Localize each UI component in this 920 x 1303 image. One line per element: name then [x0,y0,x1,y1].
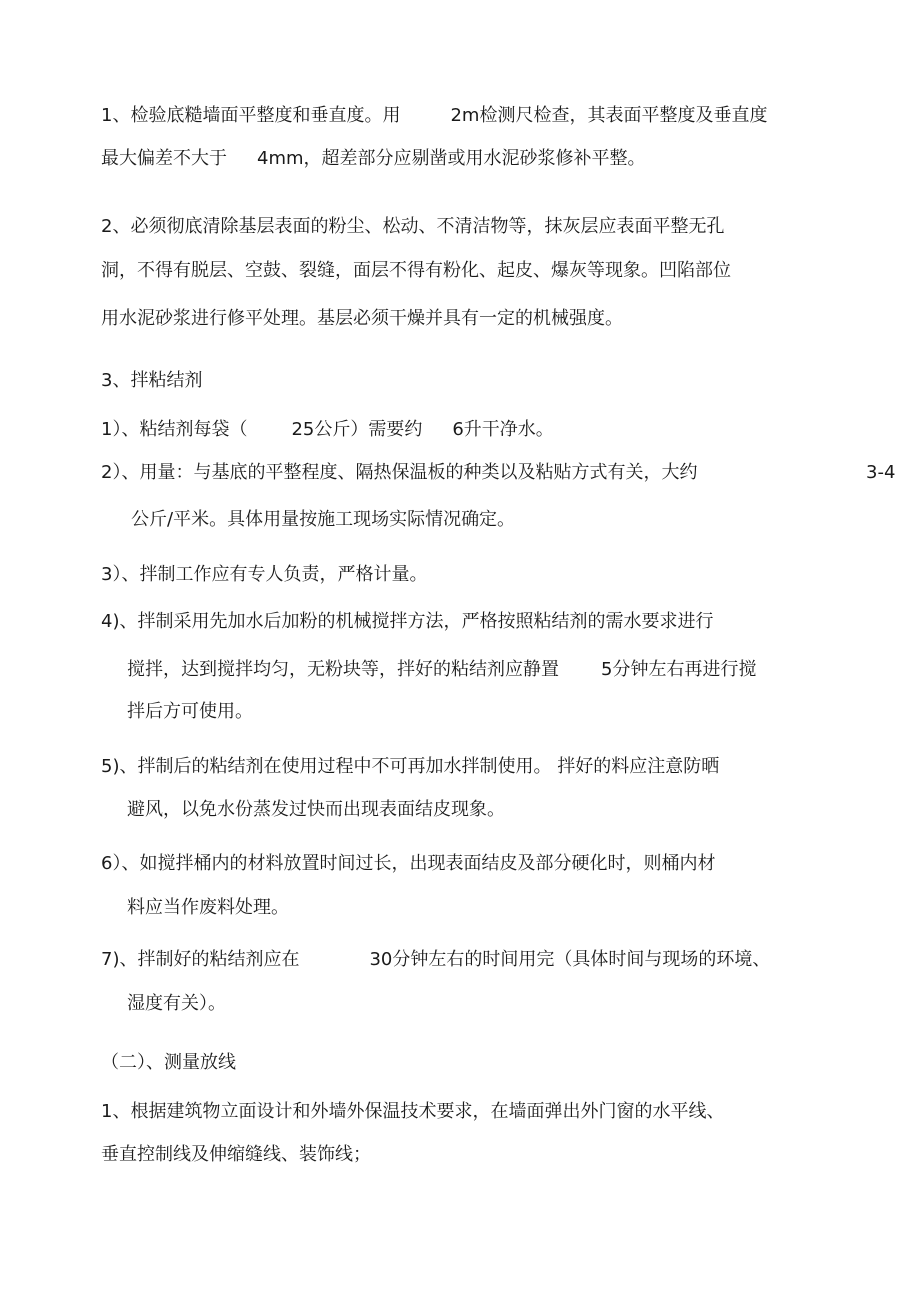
text-line: 1、检验底糙墙面平整度和垂直度。用 2m检测尺检查，其表面平整度及垂直度 [101,105,768,126]
list-item: 5)、拌制后的粘结剂在使用过程中不可再加水拌制使用。 拌好的料应注意防晒 [101,756,720,777]
list-item-continuation: 湿度有关）。 [127,993,226,1014]
text-line: 洞，不得有脱层、空鼓、裂缝，面层不得有粉化、起皮、爆灰等现象。凹陷部位 [101,260,731,281]
list-item-continuation: 拌后方可使用。 [127,701,253,722]
text-line: 垂直控制线及伸缩缝线、装饰线； [101,1144,371,1165]
list-item-continuation: 避风，以免水份蒸发过快而出现表面结皮现象。 [127,799,505,820]
text-line: 1、根据建筑物立面设计和外墙外保温技术要求，在墙面弹出外门窗的水平线、 [101,1101,725,1122]
list-item-continuation: 料应当作废料处理。 [127,897,289,918]
list-item-value: 3-4 [866,462,896,483]
list-item: 4)、拌制采用先加水后加粉的机械搅拌方法，严格按照粘结剂的需水要求进行 [101,611,714,632]
text-line: 用水泥砂浆进行修平处理。基层必须干燥并具有一定的机械强度。 [101,308,623,329]
text-line: 最大偏差不大于 4mm，超差部分应剔凿或用水泥砂浆修补平整。 [101,148,646,169]
section-heading: （二）、测量放线 [101,1052,236,1073]
list-item: 6）、如搅拌桶内的材料放置时间过长，出现表面结皮及部分硬化时，则桶内材 [101,853,716,874]
list-item-continuation: 搅拌，达到搅拌均匀，无粉块等，拌好的粘结剂应静置 5分钟左右再进行搅 [127,659,757,680]
list-item-continuation: 公斤/平米。具体用量按施工现场实际情况确定。 [131,509,516,530]
list-item: 7)、拌制好的粘结剂应在 30分钟左右的时间用完（具体时间与现场的环境、 [101,949,771,970]
list-item: 2）、用量：与基底的平整程度、隔热保温板的种类以及粘贴方式有关，大约 [101,462,698,483]
section-heading: 3、拌粘结剂 [101,370,203,391]
list-item: 3）、拌制工作应有专人负责，严格计量。 [101,564,428,585]
text-line: 2、必须彻底清除基层表面的粉尘、松动、不清洁物等，抹灰层应表面平整无孔 [101,216,725,237]
list-item: 1）、粘结剂每袋（ 25公斤）需要约 6升干净水。 [101,419,554,440]
